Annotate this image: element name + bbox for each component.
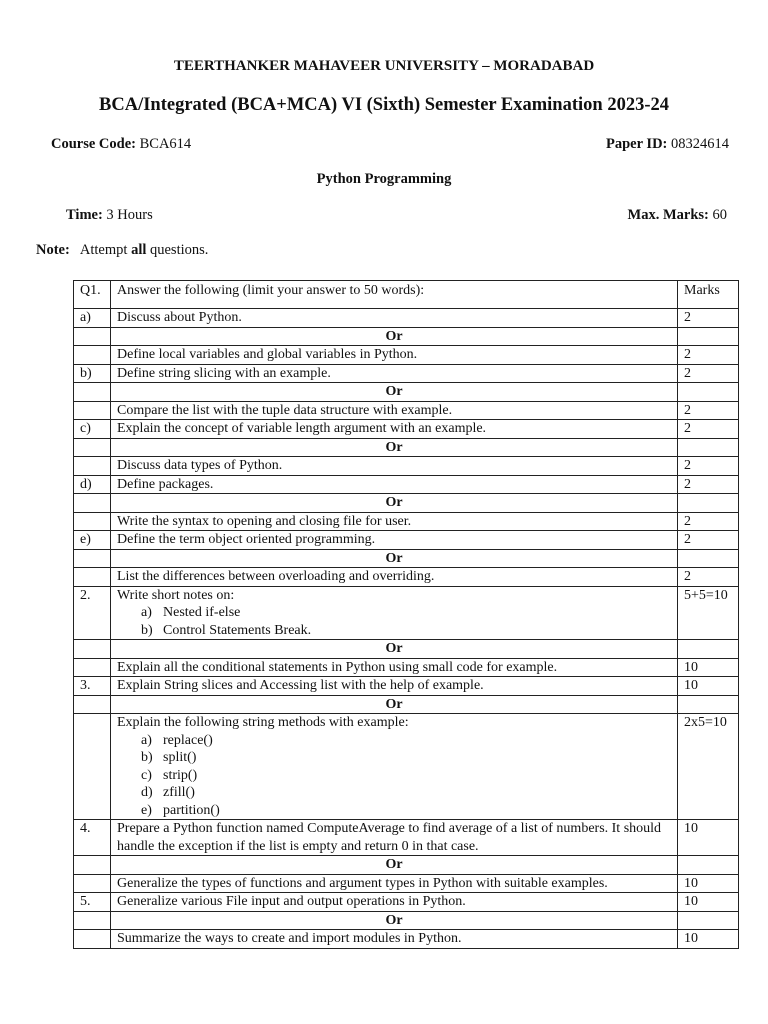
sub-item-text: zfill() <box>163 785 195 800</box>
question-cell <box>111 457 678 476</box>
marks: 2 <box>678 475 739 494</box>
paper-id-label: Paper ID: <box>606 136 668 152</box>
marks: 10 <box>678 893 739 912</box>
note-emphasis: all <box>131 242 147 258</box>
sub-item <box>117 784 671 802</box>
question-cell <box>111 658 678 677</box>
question-text: Define string slicing with an example. <box>117 365 331 381</box>
or-row <box>74 856 739 875</box>
table-row <box>74 531 739 550</box>
or-row <box>74 695 739 714</box>
question-cell <box>111 346 678 365</box>
table-row <box>74 401 739 420</box>
marks: 2 <box>678 457 739 476</box>
question-number: e) <box>74 531 111 550</box>
marks: 2 <box>678 346 739 365</box>
sub-item-label: e) <box>141 802 152 818</box>
sub-item-label: d) <box>141 785 153 800</box>
question-number-empty <box>74 856 111 875</box>
marks: 5+5=10 <box>678 586 739 640</box>
sub-item <box>117 604 671 622</box>
or-separator: Or <box>111 494 678 513</box>
marks-empty <box>678 695 739 714</box>
marks-empty <box>678 856 739 875</box>
marks: 10 <box>678 874 739 893</box>
question-number-empty <box>74 911 111 930</box>
marks-empty <box>678 327 739 346</box>
question-number <box>74 714 111 820</box>
question-text: Define packages. <box>117 476 214 492</box>
question-text: Discuss about Python. <box>117 310 242 325</box>
or-separator: Or <box>111 383 678 402</box>
question-text: Write the syntax to opening and closing file for user. <box>117 513 412 529</box>
exam-title: BCA/Integrated (BCA+MCA) VI (Sixth) Semester Examination 2023-24 <box>99 95 669 115</box>
or-row <box>74 438 739 457</box>
sub-item-text: Control Statements Break. <box>163 622 312 638</box>
question-text: Answer the following (limit your answer to 50 words): <box>111 281 678 309</box>
question-number: a) <box>74 309 111 328</box>
or-separator: Or <box>111 695 678 714</box>
marks: 2 <box>678 309 739 328</box>
sub-item <box>117 732 671 750</box>
table-row <box>74 364 739 383</box>
marks: 10 <box>678 930 739 949</box>
table-row <box>74 874 739 893</box>
or-row <box>74 494 739 513</box>
time <box>66 207 153 224</box>
time-value: 3 Hours <box>106 207 153 223</box>
sub-item-label: a) <box>141 732 152 748</box>
table-row <box>74 820 739 856</box>
question-number-empty <box>74 494 111 513</box>
marks-empty <box>678 549 739 568</box>
sub-item <box>117 749 671 767</box>
question-number-empty <box>74 383 111 402</box>
question-cell <box>111 930 678 949</box>
time-label: Time: <box>66 207 103 223</box>
question-text: Generalize the types of functions and argument types in Python with suitable examples. <box>117 875 608 891</box>
sub-item-text: replace() <box>163 732 213 748</box>
marks: 2 <box>678 420 739 439</box>
max-marks-label: Max. Marks: <box>627 207 709 223</box>
or-row <box>74 549 739 568</box>
question-cell <box>111 401 678 420</box>
question-number: b) <box>74 364 111 383</box>
question-text: Explain all the conditional statements in Python using small code for example. <box>117 659 558 675</box>
question-number <box>74 512 111 531</box>
question-cell <box>111 714 678 820</box>
sub-item-text: strip() <box>163 767 198 783</box>
paper-id-value: 08324614 <box>671 136 729 152</box>
table-row <box>74 346 739 365</box>
course-code-value: BCA614 <box>139 136 192 152</box>
marks: 2 <box>678 568 739 587</box>
question-cell <box>111 820 678 856</box>
question-number <box>74 401 111 420</box>
marks-header: Marks <box>678 281 739 309</box>
table-row <box>74 893 739 912</box>
sub-item-label: a) <box>141 605 152 620</box>
table-row <box>74 512 739 531</box>
question-cell <box>111 874 678 893</box>
table-row <box>74 457 739 476</box>
question-number: d) <box>74 475 111 494</box>
or-row <box>74 911 739 930</box>
question-cell <box>111 364 678 383</box>
question-number: 2. <box>74 586 111 640</box>
question-number-empty <box>74 438 111 457</box>
table-row <box>74 568 739 587</box>
marks-empty <box>678 383 739 402</box>
or-separator: Or <box>111 438 678 457</box>
question-number: 5. <box>74 893 111 912</box>
or-separator: Or <box>111 549 678 568</box>
question-cell <box>111 475 678 494</box>
max-marks <box>628 207 727 224</box>
table-row <box>74 420 739 439</box>
question-number: 3. <box>74 677 111 696</box>
note <box>36 242 208 259</box>
sub-item-text: Nested if-else <box>163 605 241 620</box>
question-cell <box>111 420 678 439</box>
course-code <box>51 136 191 153</box>
question-text: Explain the concept of variable length argument with an example. <box>117 421 487 436</box>
table-row <box>74 714 739 820</box>
sub-item-text: partition() <box>163 802 220 818</box>
or-separator: Or <box>111 856 678 875</box>
marks-empty <box>678 911 739 930</box>
marks: 2 <box>678 364 739 383</box>
question-cell <box>111 568 678 587</box>
marks: 2 <box>678 401 739 420</box>
or-row <box>74 327 739 346</box>
marks-empty <box>678 494 739 513</box>
questions-table <box>73 280 739 949</box>
question-text: Summarize the ways to create and import modules in Python. <box>117 931 462 946</box>
or-separator: Or <box>111 640 678 659</box>
table-header-row <box>74 281 739 309</box>
question-text: Explain String slices and Accessing list with the help of example. <box>117 678 484 693</box>
question-number <box>74 930 111 949</box>
course-code-label: Course Code: <box>51 136 136 152</box>
question-number <box>74 568 111 587</box>
sub-item-label: c) <box>141 767 152 783</box>
marks: 10 <box>678 820 739 856</box>
note-text: Attempt <box>79 242 128 258</box>
or-separator: Or <box>111 911 678 930</box>
marks-empty <box>678 438 739 457</box>
sub-item <box>117 767 671 785</box>
table-row <box>74 475 739 494</box>
question-number-empty <box>74 549 111 568</box>
sub-item-text: split() <box>163 750 197 765</box>
question-text: Discuss data types of Python. <box>117 458 283 473</box>
question-number-empty <box>74 640 111 659</box>
marks-empty <box>678 640 739 659</box>
question-number: Q1. <box>74 281 111 309</box>
question-text: Compare the list with the tuple data structure with example. <box>117 402 453 418</box>
question-text: Prepare a Python function named ComputeAverage to find average of a list of numbers. It should handle the exception if the list is empty and return 0 in that case. <box>117 821 662 854</box>
sub-item <box>117 622 671 640</box>
marks: 10 <box>678 658 739 677</box>
question-text: Define the term object oriented programming. <box>117 532 376 547</box>
marks: 2 <box>678 512 739 531</box>
question-number-empty <box>74 695 111 714</box>
max-marks-value: 60 <box>712 207 727 223</box>
or-row <box>74 383 739 402</box>
table-row <box>74 677 739 696</box>
table-row <box>74 309 739 328</box>
marks: 10 <box>678 677 739 696</box>
question-number <box>74 346 111 365</box>
note-text-end: questions. <box>150 242 209 258</box>
question-text: Write short notes on: <box>117 587 235 603</box>
question-text: Generalize various File input and output operations in Python. <box>117 894 466 909</box>
question-text: Define local variables and global variables in Python. <box>117 347 418 362</box>
question-cell <box>111 586 678 640</box>
subject-title: Python Programming <box>316 171 452 187</box>
paper-id <box>606 136 729 153</box>
sub-item-label: b) <box>141 622 153 638</box>
question-text: Explain the following string methods with example: <box>117 715 409 730</box>
or-separator: Or <box>111 327 678 346</box>
question-number: c) <box>74 420 111 439</box>
question-number <box>74 874 111 893</box>
marks: 2 <box>678 531 739 550</box>
question-cell <box>111 512 678 531</box>
question-number <box>74 457 111 476</box>
marks: 2x5=10 <box>678 714 739 820</box>
note-label: Note: <box>36 242 70 258</box>
question-cell <box>111 893 678 912</box>
or-row <box>74 640 739 659</box>
question-text: List the differences between overloading and overriding. <box>117 569 435 584</box>
sub-item-label: b) <box>141 750 153 765</box>
question-cell <box>111 677 678 696</box>
sub-item <box>117 802 671 820</box>
question-number <box>74 658 111 677</box>
table-row <box>74 658 739 677</box>
question-cell <box>111 531 678 550</box>
question-number-empty <box>74 327 111 346</box>
university-name: TEERTHANKER MAHAVEER UNIVERSITY – MORADABAD <box>173 58 595 74</box>
question-cell <box>111 309 678 328</box>
table-row <box>74 586 739 640</box>
table-row <box>74 930 739 949</box>
question-number: 4. <box>74 820 111 856</box>
